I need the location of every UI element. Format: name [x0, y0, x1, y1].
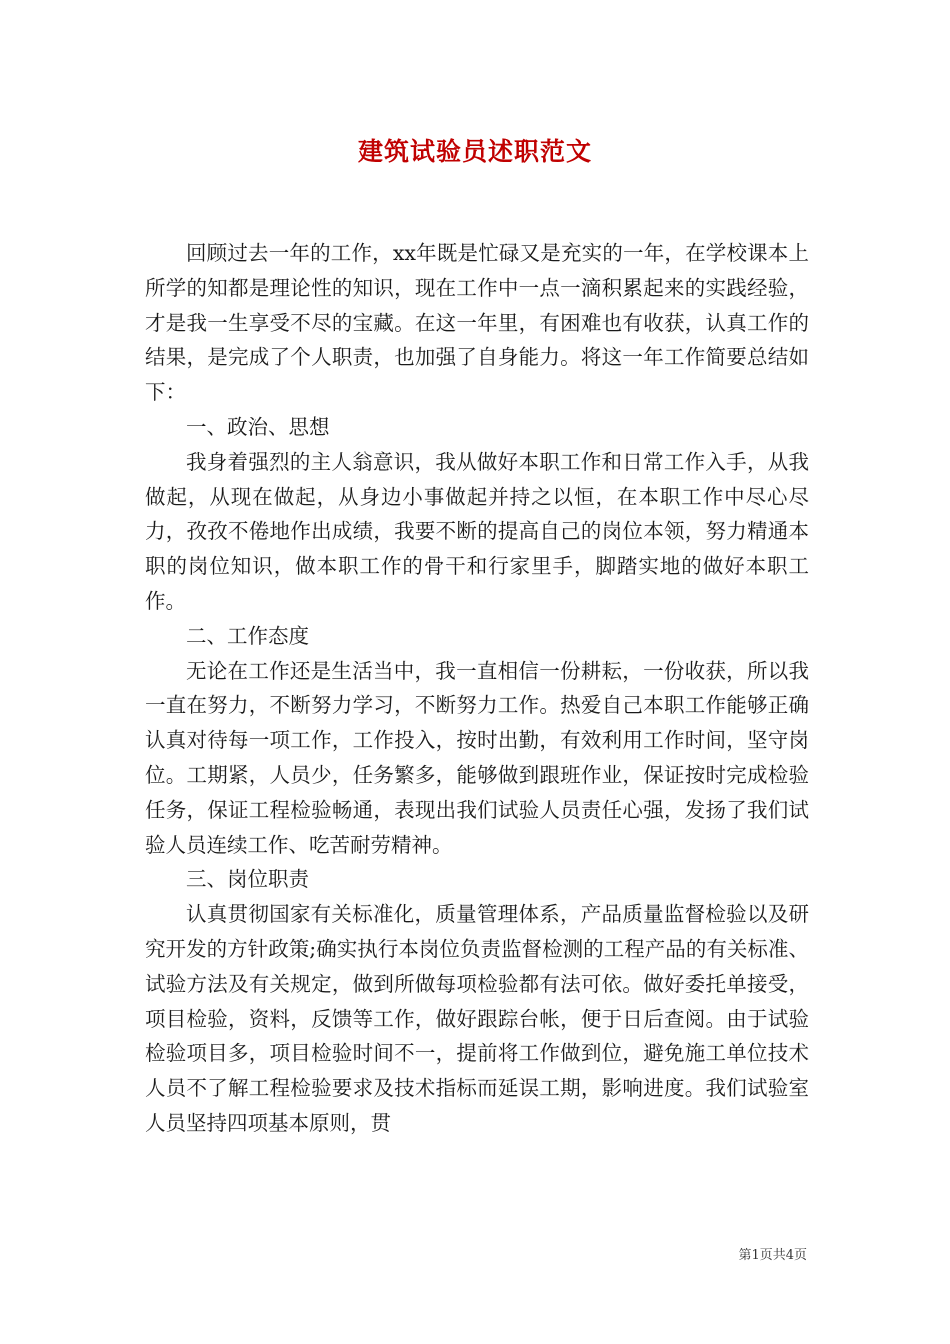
- section-heading-duties: 三、岗位职责: [186, 867, 309, 892]
- duties-paragraph: 认真贯彻国家有关标准化，质量管理体系，产品质量监督检验以及研究开发的方针政策;确实执行本岗位负责监督检测的工程产品的有关标准、试验方法及有关规定，做到所做每项检验都有法可依。做好委托单接受，项目检验，资料，反馈等工作，做好跟踪台帐，便于日后查阅。由于试验检验项目多，项目检验时间不一，提前将工作做到位，避免施工单位技术人员不了解工程检验要求及技术指标而延误工期，影响进度。我们试验室人员坚持四项基本原则，贯: [145, 902, 809, 1135]
- section-heading-attitude: 二、工作态度: [186, 623, 309, 648]
- page-number: 第1页共4页: [738, 1248, 807, 1263]
- document-body: [145, 236, 809, 1141]
- page-title: 建筑试验员述职范文: [357, 137, 592, 166]
- intro-paragraph: 回顾过去一年的工作，xx年既是忙碌又是充实的一年，在学校课本上所学的知都是理论性的知识，现在工作中一点一滴积累起来的实践经验，才是我一生享受不尽的宝藏。在这一年里，有困难也有收获，认真工作的结果，是完成了个人职责，也加强了自身能力。将这一年工作简要总结如下：: [145, 241, 809, 405]
- politics-paragraph: 我身着强烈的主人翁意识，我从做好本职工作和日常工作入手，从我做起，从现在做起，从身边小事做起并持之以恒，在本职工作中尽心尽力，孜孜不倦地作出成绩，我要不断的提高自己的岗位本领，努力精通本职的岗位知识，做本职工作的骨干和行家里手，脚踏实地的做好本职工作。: [145, 449, 809, 613]
- section-heading-politics: 一、政治、思想: [186, 414, 330, 439]
- attitude-paragraph: 无论在工作还是生活当中，我一直相信一份耕耘，一份收获，所以我一直在努力，不断努力学习，不断努力工作。热爱自己本职工作能够正确认真对待每一项工作，工作投入，按时出勤，有效利用工作时间，坚守岗位。工期紧，人员少，任务繁多，能够做到跟班作业，保证按时完成检验任务，保证工程检验畅通，表现出我们试验人员责任心强，发扬了我们试验人员连续工作、吃苦耐劳精神。: [145, 658, 809, 857]
